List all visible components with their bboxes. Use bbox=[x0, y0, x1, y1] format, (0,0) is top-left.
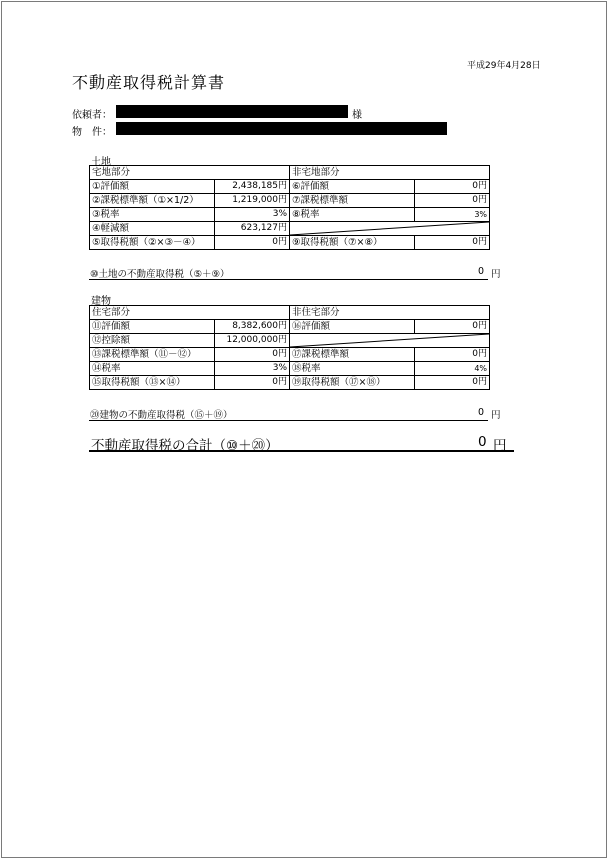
table-row bbox=[90, 180, 490, 194]
cell-value: 0円 bbox=[415, 194, 490, 208]
land-left-header: 宅地部分 bbox=[90, 166, 290, 180]
cell-label: ⑬課税標準額（⑪－⑫） bbox=[90, 348, 215, 362]
table-row bbox=[90, 334, 490, 348]
diagonal-cell bbox=[290, 334, 490, 348]
cell-value: 1,219,000円 bbox=[215, 194, 290, 208]
cell-value: 3% bbox=[415, 208, 490, 222]
land-section-label: 土地 bbox=[91, 157, 111, 168]
cell-label: ⑯評価額 bbox=[290, 320, 415, 334]
table-row bbox=[90, 166, 490, 180]
table-row bbox=[90, 306, 490, 320]
table-row bbox=[90, 194, 490, 208]
cell-label: ④軽減額 bbox=[90, 222, 215, 236]
cell-value: 12,000,000円 bbox=[215, 334, 290, 348]
total-underline bbox=[89, 450, 514, 452]
building-tax-summary-value: 0 bbox=[478, 407, 485, 418]
building-table bbox=[89, 305, 490, 390]
building-left-header: 住宅部分 bbox=[90, 306, 290, 320]
cell-value: 0円 bbox=[215, 348, 290, 362]
cell-label: ⑪評価額 bbox=[90, 320, 215, 334]
cell-value: 0円 bbox=[415, 348, 490, 362]
client-honorific: 様 bbox=[352, 110, 362, 121]
cell-label: ⑥評価額 bbox=[290, 180, 415, 194]
land-right-header: 非宅地部分 bbox=[290, 166, 490, 180]
cell-value: 0円 bbox=[415, 180, 490, 194]
cell-label: ⑫控除額 bbox=[90, 334, 215, 348]
cell-value: 0円 bbox=[415, 320, 490, 334]
cell-value: 8,382,600円 bbox=[215, 320, 290, 334]
cell-value: 0円 bbox=[215, 376, 290, 390]
cell-label: ⑤取得税額（②×③－④） bbox=[90, 236, 215, 250]
diagonal-cell bbox=[290, 222, 490, 236]
land-summary-underline bbox=[89, 279, 488, 280]
cell-label: ①評価額 bbox=[90, 180, 215, 194]
cell-label: ⑭税率 bbox=[90, 362, 215, 376]
diagonal-line bbox=[290, 334, 489, 347]
cell-value: 4% bbox=[415, 362, 490, 376]
table-row bbox=[90, 348, 490, 362]
table-row bbox=[90, 320, 490, 334]
table-row bbox=[90, 222, 490, 236]
land-tax-summary-value: 0 bbox=[478, 266, 485, 277]
cell-value: 3% bbox=[215, 208, 290, 222]
cell-label: ⑰課税標準額 bbox=[290, 348, 415, 362]
total-tax-unit: 円 bbox=[493, 438, 507, 454]
cell-value: 2,438,185円 bbox=[215, 180, 290, 194]
cell-label: ⑮取得税額（⑬×⑭） bbox=[90, 376, 215, 390]
land-tax-summary-unit: 円 bbox=[491, 269, 501, 280]
client-label: 依頼者： bbox=[72, 110, 112, 121]
cell-value: 623,127円 bbox=[215, 222, 290, 236]
cell-label: ②課税標準額（①×1/2） bbox=[90, 194, 215, 208]
cell-label: ⑱税率 bbox=[290, 362, 415, 376]
diagonal-line bbox=[290, 222, 489, 235]
building-right-header: 非住宅部分 bbox=[290, 306, 490, 320]
building-summary-underline bbox=[89, 420, 488, 421]
document-date: 平成29年4月28日 bbox=[467, 61, 541, 71]
cell-value: 0円 bbox=[415, 236, 490, 250]
cell-value: 3% bbox=[215, 362, 290, 376]
cell-value: 0円 bbox=[215, 236, 290, 250]
total-tax-label: 不動産取得税の合計（⑩＋⑳） bbox=[91, 438, 279, 454]
cell-label: ⑨取得税額（⑦×⑧） bbox=[290, 236, 415, 250]
table-row bbox=[90, 208, 490, 222]
property-redaction bbox=[116, 122, 447, 135]
cell-value: 0円 bbox=[415, 376, 490, 390]
property-label: 物 件： bbox=[72, 127, 112, 138]
document-title: 不動産取得税計算書 bbox=[72, 73, 226, 92]
client-name-redaction bbox=[116, 105, 348, 118]
cell-label: ⑲取得税額（⑰×⑱） bbox=[290, 376, 415, 390]
land-tax-summary-label: ⑩土地の不動産取得税（⑤＋⑨） bbox=[90, 269, 230, 280]
table-row bbox=[90, 376, 490, 390]
building-tax-summary-label: ⑳建物の不動産取得税（⑮＋⑲） bbox=[90, 410, 233, 421]
building-section-label: 建物 bbox=[91, 296, 111, 307]
table-row bbox=[90, 362, 490, 376]
cell-label: ③税率 bbox=[90, 208, 215, 222]
land-table bbox=[89, 165, 490, 250]
cell-label: ⑧税率 bbox=[290, 208, 415, 222]
cell-label: ⑦課税標準額 bbox=[290, 194, 415, 208]
building-tax-summary-unit: 円 bbox=[491, 410, 501, 421]
table-row bbox=[90, 236, 490, 250]
total-tax-value: 0 bbox=[478, 434, 487, 450]
